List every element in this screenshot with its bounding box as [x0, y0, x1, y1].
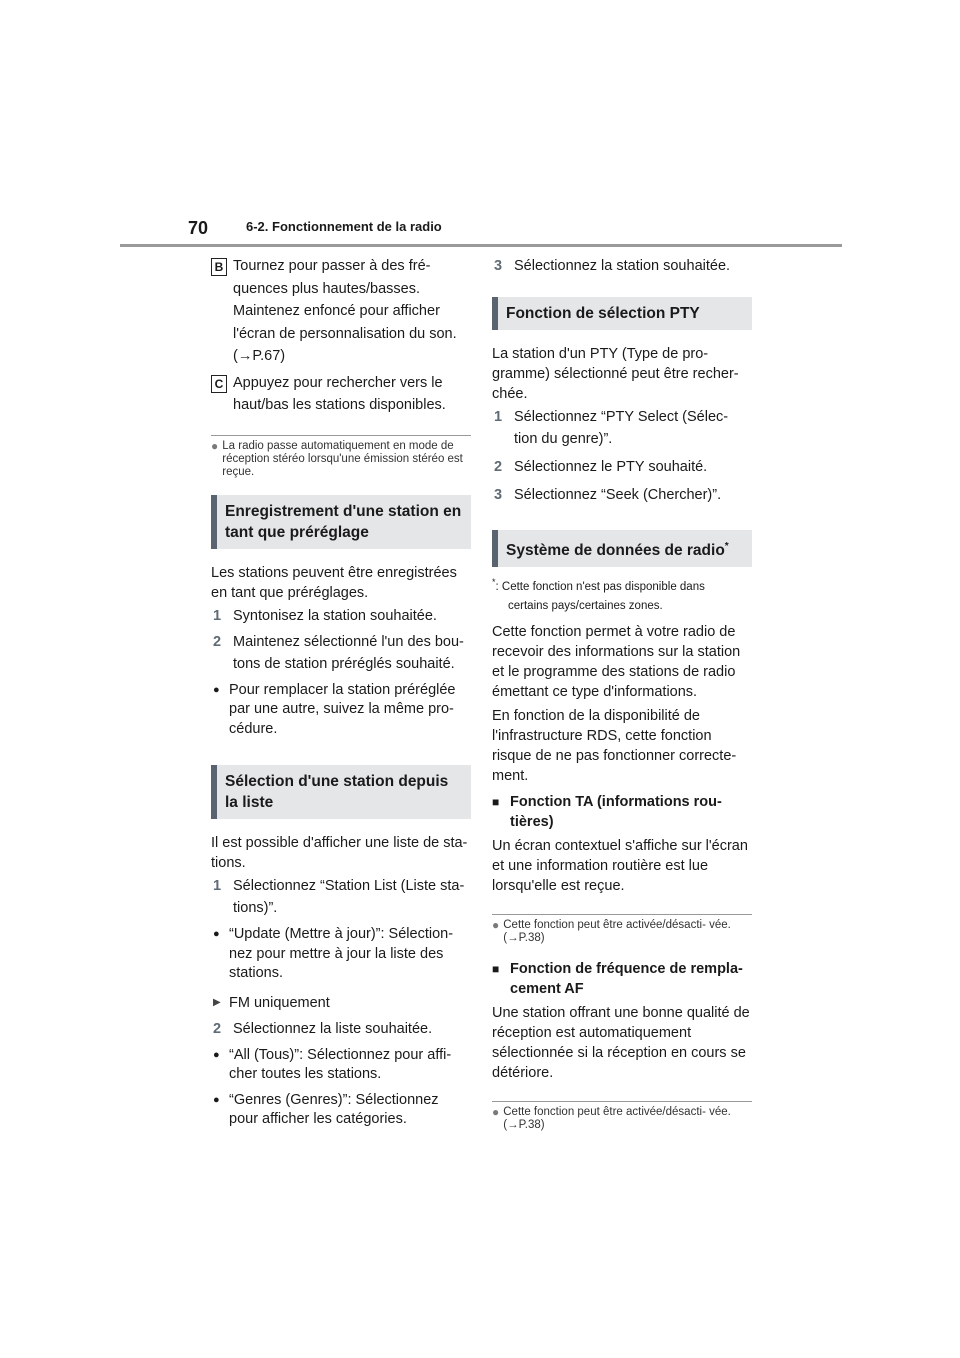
list-bullet-update: [211, 925, 471, 984]
bullet-text: Pour remplacer la station préréglée par une autre, suivez la même pro- cédure.: [229, 681, 456, 737]
callout-b-line: (→P.67): [233, 348, 286, 364]
callout-b-line: quences plus hautes/basses.: [233, 280, 421, 297]
note-text: Cette fonction peut être activée/désacti- vée. (→P.38): [503, 1105, 731, 1131]
note-text: La radio passe automatiquement en mode de réception stéréo lorsqu'une émission stéréo est reçue.: [222, 439, 463, 478]
pty-step-3: [492, 484, 752, 506]
bullet-dot-icon: ●: [213, 683, 220, 696]
note-ta: [492, 914, 752, 945]
callout-c-line: Appuyez pour rechercher vers le: [233, 374, 443, 391]
callout-b-line: l'écran de personnalisation du son.: [233, 325, 457, 342]
presets-step-1: [211, 605, 471, 627]
bullet-dot-icon: ●: [492, 1104, 500, 1119]
asterisk: *: [724, 541, 729, 552]
bullet-dot-icon: ●: [213, 1048, 220, 1061]
rds-p2: En fonction de la disponibilité de l'infrastructure RDS, cette fonction risque de ne pas fonctionner correcte- ment.: [492, 707, 737, 784]
callout-b: [211, 255, 471, 368]
heading-list: Sélection d'une station depuis la liste: [211, 765, 471, 819]
step-text: Sélectionnez “Station List (Liste sta-: [233, 878, 465, 894]
callout-c-line: haut/bas les stations disponibles.: [233, 397, 446, 413]
bullet-text: “All (Tous)”: Sélectionnez pour affi- cher toutes les stations.: [229, 1046, 452, 1082]
list-intro: Il est possible d'afficher une liste de sta- tions.: [211, 835, 468, 871]
list-bullet-genres: [211, 1091, 471, 1130]
af-title: [492, 959, 752, 999]
step-text: Sélectionnez la station souhaitée.: [514, 258, 731, 274]
ta-text: Un écran contextuel s'affiche sur l'écran et une information routière est lue lorsqu'elle est reçue.: [492, 837, 748, 894]
presets-step-2: [211, 631, 471, 675]
footnote-text: : Cette fonction n'est pas disponible dans: [495, 580, 705, 593]
heading-presets: Enregistrement d'une station en tant que préréglage: [211, 495, 471, 549]
square-bullet-icon: ■: [492, 794, 500, 809]
right-column: [492, 255, 752, 1132]
step-number: 2: [494, 459, 503, 475]
asterisk: *: [492, 577, 496, 588]
list-step-2: [211, 1018, 471, 1040]
step-text: tions)”.: [233, 900, 278, 916]
page-number: 70: [188, 218, 209, 238]
heading-pty: Fonction de sélection PTY: [492, 297, 752, 330]
list-step-1: [211, 875, 471, 919]
heading-rds-text: Système de données de radio: [506, 542, 725, 560]
callout-c: [211, 372, 471, 417]
left-column: [211, 255, 471, 1130]
note-text: Cette fonction peut être activée/désacti- vée. (→P.38): [503, 918, 731, 944]
section-title: 6-2. Fonctionnement de la radio: [246, 219, 442, 234]
bullet-dot-icon: ●: [213, 1093, 220, 1106]
step-text: Sélectionnez “Seek (Chercher)”.: [514, 487, 722, 503]
bullet-dot-icon: ●: [211, 438, 219, 453]
presets-bullet: [211, 681, 471, 740]
rds-footnote: [492, 573, 752, 616]
step-number: 2: [213, 633, 222, 650]
step-text: tion du genre)”.: [514, 431, 613, 447]
header-rule: [120, 244, 842, 247]
callout-letter-c: C: [211, 375, 227, 393]
bullet-text: “Update (Mettre à jour)”: Sélection- nez pour mettre à jour la liste des stations.: [229, 926, 454, 981]
step-text: tons de station préréglés souhaité.: [233, 655, 455, 672]
pty-step-1: [492, 406, 752, 450]
bullet-text: “Genres (Genres)”: Sélectionnez pour afficher les catégories.: [229, 1091, 439, 1127]
step-number: 2: [213, 1020, 222, 1037]
step-number: 3: [494, 487, 503, 503]
fm-only-text: FM uniquement: [229, 994, 330, 1011]
ta-title: [492, 792, 752, 832]
step-text: Sélectionnez “PTY Select (Sélec-: [514, 409, 729, 425]
pty-intro: La station d'un PTY (Type de pro- gramme) sélectionné peut être recher- chée.: [492, 346, 739, 402]
ta-title-text: Fonction TA (informations rou- tières): [510, 793, 722, 830]
af-title-text: Fonction de fréquence de rempla- cement AF: [510, 960, 743, 997]
rds-p1: Cette fonction permet à votre radio de recevoir des informations sur la station et le programme des stations de radio émettant ce type d'informations.: [492, 623, 741, 700]
bullet-dot-icon: ●: [492, 917, 500, 932]
step-number: 1: [213, 878, 222, 894]
note-af: [492, 1101, 752, 1132]
step-number: 1: [494, 409, 503, 425]
callout-b-line: Tournez pour passer à des fré-: [233, 258, 431, 274]
heading-rds: [492, 530, 752, 567]
list-bullet-all: [211, 1046, 471, 1085]
note-stereo: [211, 435, 471, 479]
footnote-text: certains pays/certaines zones.: [508, 599, 663, 612]
square-bullet-icon: ■: [492, 961, 500, 976]
callout-b-line: Maintenez enfoncé pour afficher: [233, 303, 440, 319]
callout-letter-b: B: [211, 258, 227, 276]
step-text: Sélectionnez le PTY souhaité.: [514, 459, 708, 475]
presets-intro: Les stations peuvent être enregistrées en tant que préréglages.: [211, 564, 457, 601]
step-text: Maintenez sélectionné l'un des bou-: [233, 633, 464, 650]
list-step-3: [492, 255, 752, 277]
fm-only-label: [211, 992, 471, 1014]
step-number: 1: [213, 607, 222, 624]
triangle-right-icon: ▶: [213, 996, 221, 1008]
step-text: Syntonisez la station souhaitée.: [233, 607, 437, 624]
bullet-dot-icon: ●: [213, 928, 220, 940]
step-text: Sélectionnez la liste souhaitée.: [233, 1020, 433, 1037]
af-text: Une station offrant une bonne qualité de réception est automatiquement sélectionnée si la réception en cours se détériore.: [492, 1004, 750, 1081]
step-number: 3: [494, 258, 503, 274]
pty-step-2: [492, 456, 752, 478]
